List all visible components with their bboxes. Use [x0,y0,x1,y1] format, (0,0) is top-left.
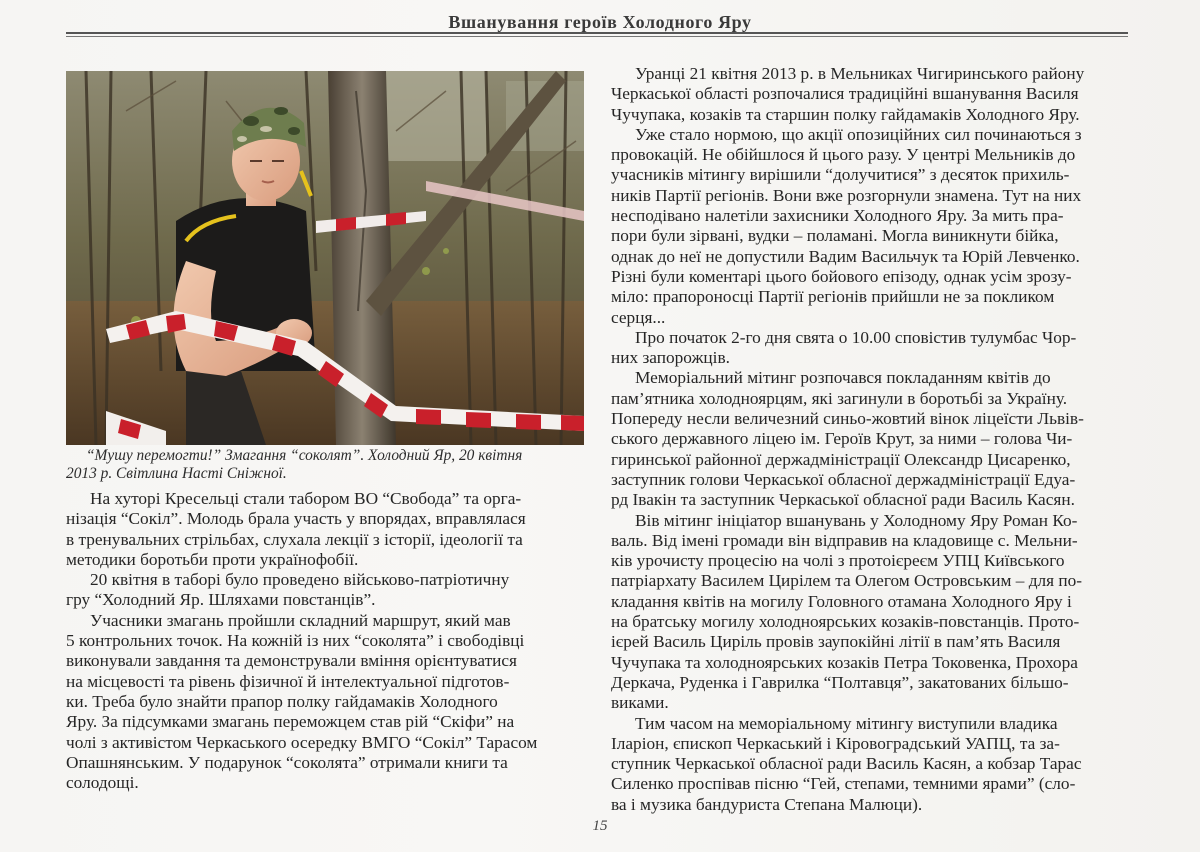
text-line: Чучупака, козаків та старшин полку гайдамаків Холодного Яру. [611,104,1080,124]
text-line: міло: прапороносці Партії регіонів прийшли не за покликом [611,287,1055,307]
text-line: гру “Холодний Яр. Шляхами повстанців”. [66,590,376,610]
text-line: методики боротьби проти українофобії. [66,549,359,569]
text-line: заступник голови Черкаської обласної держадміністрації Едуа- [611,469,1076,489]
text-line: нізація “Сокіл”. Молодь брала участь у впорядах, вправлялася [66,509,526,529]
page-header-title: Вшанування героїв Холодного Яру [448,12,752,32]
text-line: на братську могилу холодноярських козаків-повстанців. Прото- [611,612,1080,632]
photo-drawing [66,71,584,445]
text-line: чолі з активістом Черкаського осередку ВМГО “Сокіл” Тарасом [66,732,538,752]
text-line: Вів мітинг ініціатор вшанувань у Холодному Яру Роман Ко- [635,510,1078,530]
text-line: ки. Треба було знайти прапор полку гайдамаків Холодного [66,691,498,711]
text-line: На хуторі Кресельці стали табором ВО “Свобода” та орга- [90,489,522,508]
text-line: Попереду несли величезний синьо-жовтий вінок ліцеїсти Львів- [611,409,1084,429]
text-line: серця... [611,307,666,327]
text-line: ієрей Василь Циріль провів заупокійні літії в пам’ять Василя [611,632,1061,652]
text-line: однак до неї не допустили Вадим Васильчук та Юрій Левченко. [611,246,1080,266]
text-line: Тим часом на меморіальному мітингу виступили владика [635,713,1058,733]
text-line: виконували завдання та демонстрували вміння орієнтуватися [66,651,517,671]
text-line: виками. [611,693,669,713]
caption-line: “Мушу перемогти!” Змагання “соколят”. Холодний Яр, 20 квітня [86,447,523,464]
text-line: Учасники змагань пройшли складний маршрут, який мав [90,610,511,630]
text-line: Черкаської області розпочалися традиційні вшанування Василя [611,84,1079,104]
text-line: гиринської районної держадміністрації Олександр Цисаренко, [611,449,1071,469]
text-line: Опашнянським. У подарунок “соколята” отримали книги та [66,752,508,772]
text-line: Різні були коментарі цього бойового епізоду, однак усім зрозу- [611,266,1072,286]
text-line: пам’ятника холодноярцям, які загинули в боротьбі за Україну. [611,388,1068,408]
text-line: Про початок 2-го дня свята о 10.00 сповістив тулумбас Чор- [635,327,1077,347]
text-line: Яру. За підсумками змагань переможцем став рій “Скіфи” на [66,712,515,732]
text-line: ступник Черкаської обласної ради Василь Касян, а кобзар Тарас [611,754,1082,774]
text-line: Чучупака та холодноярських козаків Петра Токовенка, Прохора [611,652,1078,672]
text-line: Уже стало нормою, що акції опозиційних сил починаються з [635,124,1082,144]
page-number: 15 [592,818,608,834]
text-line: них запорожців. [611,348,730,368]
header-rule [66,32,1128,34]
text-line: в тренувальних стрільбах, слухала лекції з історії, ідеології та [66,529,523,549]
forest-runner-photo [66,71,584,445]
text-line: Деркача, Руденка і Гаврилка “Полтавця”, закатованих більшо- [611,672,1069,692]
text-line: ва і музика бандуриста Степана Малюци). [611,794,923,814]
text-line: патріархату Василем Цирілем та Олегом Островським – для по- [611,571,1083,591]
left-column-text [66,489,586,793]
text-line: учасників мітингу вирішили “долучитися” з десяток прихиль- [611,165,1070,185]
photo-caption [66,447,586,484]
text-line: провокацій. Не обійшлося й цього разу. У центрі Мельників до [611,145,1076,165]
text-line: ків урочисту процесію на чолі з протоієреєм УПЦ Київського [611,551,1065,571]
text-line: ського державного ліцею ім. Героїв Крут, за ними – голова Чи- [611,429,1073,449]
text-line: Уранці 21 квітня 2013 р. в Мельниках Чигиринського району [635,64,1085,83]
text-line: Іларіон, єпископ Черкаський і Кіровоградський УАПЦ, та за- [611,733,1060,753]
text-line: пори були зірвані, вудки – поламані. Могла виникнути бійка, [611,226,1059,246]
text-line: валь. Від імені громади він відправив на кладовище с. Мельни- [611,530,1078,550]
text-line: рд Івакін та заступник Черкаської обласної ради Василь Касян. [611,490,1075,510]
text-line: 20 квітня в таборі було проведено військово-патріотичну [90,570,510,590]
text-line: на місцевості та рівень фізичної й інтелектуальної підготов- [66,671,510,691]
text-line: Силенко проспівав пісню “Гей, степами, темними ярами” (сло- [611,774,1076,794]
text-line: ників Партії регіонів. Вони вже розгорнули знамена. Тут на них [611,185,1082,205]
text-line: несподівано налетіли захисники Холодного Яру. За мить пра- [611,206,1064,226]
header-rule-thin [66,36,1128,37]
text-line: 5 контрольних точок. На кожній із них “соколята” і свободівці [66,631,525,651]
right-column-text [611,64,1131,815]
text-line: солодощі. [66,773,139,793]
text-line: Меморіальний мітинг розпочався покладанням квітів до [635,368,1051,388]
text-line: кладання квітів на могилу Головного отамана Холодного Яру і [611,591,1072,611]
caption-line: 2013 р. Світлина Насті Сніжної. [66,465,287,483]
